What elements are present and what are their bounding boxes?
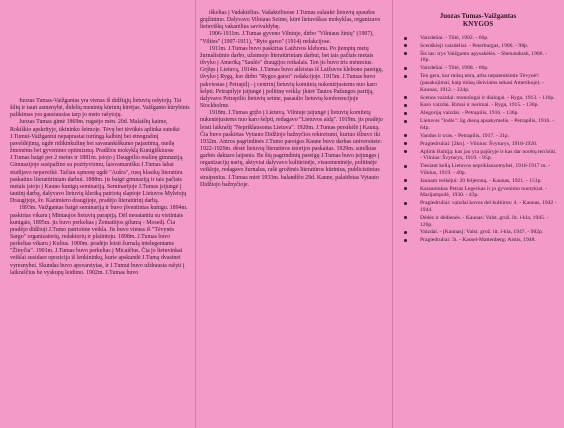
book-list-item	[398, 102, 558, 109]
book-list-item	[398, 133, 558, 140]
book-entry-text: Ten gera, kur mūsų nėra, arba nepatenkintie Tėvynė!: (pasakojimai, kaip mūsų išeiviams sekasi Amerikoje). - Kaunas, 1912. - 224p.	[420, 73, 544, 93]
bullet-icon	[404, 202, 407, 205]
bio-paragraph: 1918m. J.Tumas grįžo į Lietuvą. Vilniuje įsijungė į lietuvių komitetą nukentėjusiems nuo karo šelpti, redagavo "Lietuvos aidą". 1919m. jis pradėjo leisti laikraštį "Nepriklausoma Lietuva". 1920m. J.Tumas persikėlė į Kauną. Čia buvo paskirtas Vytauto Didžiojo bažnyčios rektoriumi, kuriuo išbuvo iki 1932m. Antros pagrindinės J.Tumo pareigos Kaune buvo darbas universitete: 1922-1929m. dėstė lietuvių literatūros istorijos paskaitas. 1929m. sutelktas garbės daktaro laipsnis. Be šių pagrindinių pareigų J.Tumas buvo įsijungęs į organizacijų narių, aktyviai dalyvavo kultūrinėje, visuomeninėje, politinėje veikloje, redagavo žurnalus, rašė grožinės literatūros kūrinius, publicistinius straipsnius. J.Tumas mirė 1933m. balandžio 29d. Kaune, palaidotas Vytauto Didžiojo bažnyčioje.	[200, 110, 383, 188]
bio-paragraph: iškeltas į Vadaktėlius. Vadaktėliuose J.Tumas sulaukė lietuvių spaudos grąžinimo. Dalyvavo Vilniaus Seime, kūrė lietuviškas mokyklas, organizavo lietuviškų vakarėlius savivaldybę.	[200, 10, 381, 31]
bullet-icon	[404, 96, 407, 99]
bullet-icon	[404, 179, 407, 182]
book-list-item	[398, 51, 558, 64]
book-entry-text: Pragiedruliai: 3t. - Kassel-Mattenberg: Aistis, 1948.	[420, 237, 536, 244]
bio-paragraph: 1893m. Vaižgantas baigė seminariją ir buvo įšventintas kunigu. 1894m. paskirtas vikaru į Mintaujos lietuvių parapiją. Dėl neoatantiu su vietiniais kunigais, 1895m. jis buvo perkeltas į Žemaitijos gilumą - Mosedį. Čia pradėjo didžioji J.Tumo patriotine veikla. Jis buvo vienas iš "Tėvynės Sargo" organizatorių, redaktorių ir platintoju. 1898m. J.Tumas buvo perkeltas vikaru į Kulius. 1900m. pradėjo leisti žurnalą intelegentams "Žinyčia". 1901m. J.Tumas buvo perkeltas į Micaičius. Čia jo lietuvinkai veiklai susidare opozicija iš lenkininkų, kurie apskundė J.Tumą dvasinei vyresnybei. Skundas buvo apsvarstytas, ir J.Tumui buvo uždrausta rašyti į laikraščius be vyskupų leidimo. 1902m. J.Tumas buvo	[10, 205, 188, 276]
book-list-item	[398, 73, 558, 93]
bibliography-column	[398, 0, 558, 428]
heading-author: Juozas Tumas-Vaižgantas	[439, 12, 517, 20]
bio-paragraph: Juozas Tumas gimė 1869m. rugsėjo mėn. 20d. Malaišių kaime, Rokiškio apskrityje, ūkininko šeimoje. Tėvų bei tėvūkės aplinka suteikė J.Tumui-Vaižgantui nepaprastai turtingą kalbinį bei etnografinį paveldėjimą, ugdė ridikinkulinę bei savarankiškumo pajautimą, meilę žmonėms bei gyvenimo optimizmą. Pradžios mokyklą Kunigiškiuose J.Tumas baigė per 2 metus ir 1881m. įstojo į Daugpilio realinę gimnaziją. Gimnazijoje susipažino su pozityvizmu, laisvamanišku J.Tumas labai studijavo nepaveikė. Tačiau sąmonę ugdė "Aušra", rusų klasikų literatūra paskatino literatūriniam darbui. 1888m. jis baigė gimnaziją ir tais pačiais metais įstojo į Kauno kunigų seminariją. Seminarijoje J.Tumas įsijungė į tautinį darbą, dalyvavo lietuvių kleriką patriotų slaptoje Lietuvos Myletojų Draugijoje, šv. Kazimiero draugijoje, pradėjo literatūrinį darbą.	[10, 119, 187, 205]
book-entry-text: Scenškieji vaizdeliai. - Peterburgas, 1906. - 98p.	[420, 42, 529, 49]
bullet-icon	[404, 134, 407, 137]
bullet-icon	[404, 150, 407, 153]
book-list-item	[398, 186, 558, 199]
fold-line-left	[195, 0, 196, 428]
book-list-item	[398, 95, 558, 102]
bullet-icon	[404, 239, 407, 242]
fold-line-right	[392, 0, 393, 428]
book-list-item	[398, 237, 558, 244]
bio-paragraph: 1906-1911m. J.Tumas gyveno Vilniuje, dirbo "Vilniaus žinių" (1907), "Vilties" (1907-1911), "Ryto garso" (1914) redakcijose.	[200, 31, 374, 45]
bullet-icon	[404, 67, 407, 70]
book-entry-text: Alegorijų vaizdai. - Petrapilis, 1916. - 136p.	[420, 110, 519, 117]
bullet-icon	[404, 75, 407, 78]
bibliography-heading	[398, 12, 558, 28]
biography-column-1	[10, 0, 190, 428]
book-list-item	[398, 163, 558, 176]
book-list-item	[398, 118, 558, 131]
book-entry-text: Scenos vaizdai: monologai ir dialogai. - Ryga, 1913. - 116p.	[420, 94, 555, 101]
bullet-icon	[404, 44, 407, 47]
book-entry-text: Aplink Baltiją: kas jau yra pajūryje ir kas dar norėtų ten būti. - Vilnius: Švyturys, 1919. - 95p.	[420, 148, 557, 162]
book-entry-text: Karo vaizdai. Rimai ir nerimai. - Ryga, 1915. - 136p.	[420, 102, 539, 109]
book-entry-text: Katauninkas Petras Legeckas ir jo gyvenimo nuotykiai. - Marijampolė, 1930. - 43p.	[420, 185, 548, 199]
book-list-item	[398, 43, 558, 50]
book-entry-text: Lietuvos "Iodis": lig dieną apsakymelis. - Petrapilis, 1916. - 64p.	[420, 118, 554, 131]
book-entry-text: Vaizdeliai. - Tiltė, 1902. - 60p.	[420, 35, 489, 41]
heading-books: KNYGOS	[462, 20, 494, 28]
book-entry-text: Dėdės ir dėdienės. - Kaunas: Valst. grož. lit. l-kla, 1945. - 126p.	[420, 214, 549, 228]
bullet-icon	[404, 52, 407, 55]
bullet-icon	[404, 187, 407, 190]
book-list-item	[398, 178, 558, 185]
bullet-icon	[404, 112, 407, 115]
bullet-icon	[404, 231, 407, 234]
bullet-icon	[404, 165, 407, 168]
book-list-item	[398, 200, 558, 213]
bio-paragraph: Juozas Tumas-Vaižgantas yra vienas iš didžiųjų lietuvių rašytojų. Tai šiltų ir tauri asmenybė, didelių meninių kūrinių kūrėjas. Vaižganto kūrybinis palikimas yra gausiausias tarp jo meto rašytojų.	[10, 98, 190, 119]
book-entry-text: Jaunam veikėjui: 20 feljetonų. - Kaunas, 1921. - 151p.	[420, 177, 542, 184]
bio-paragraph: 1911m. J.Tumas buvo paskirtas Laižuvos klebonu. Po įtemptų metų žurnalistinio darbo, užsimojo literatūriniam darbui, bet tais pačiais metais išvyko į Ameriką "Saulės" draugijos reikalais. Ten jis buvo tris mėnesius. Grįžęs į Lietuvą, 1914m. J.Tumas buvo atleistas iš Laižuvos klebono pareigų, išvyko į Rygą, kur dirbo "Rygos garso" redakcijoje. 1915m. J.Tumas buvo pakviestas į Petrapilį - į centrinį lietuvių komitetą nukentėjusiems nuo karo šelpti. Petrapilyje įsijungė į politinę veiklą: įkūrė Tautos Pažangos partiją, dalyvavo Petrapilio lietuvių seime, pasaulio lietuvių konferencijoje Stockholme.	[200, 45, 384, 110]
book-list-item	[398, 149, 558, 162]
book-list-item	[398, 215, 558, 228]
book-entry-text: Tiesiant kelią Lietuvos nepriklausomybei, 1916-1917 m. - Vilnius, 1919. - 40p.	[420, 163, 550, 176]
book-list-item	[398, 65, 558, 72]
bullet-icon	[404, 37, 407, 40]
bullet-icon	[404, 142, 407, 145]
book-list-item	[398, 141, 558, 148]
biography-column-2	[200, 0, 385, 428]
book-list-item	[398, 110, 558, 117]
book-entry-text: Pragiedruliai: [2kn]. - Vilnius: Švyturys, 1918-1920.	[420, 140, 538, 147]
book-list	[398, 35, 558, 244]
book-entry-text: Pragiedruliai: vaizdai kovos del kultūros: 4. - Kaunas, 1942 - 1944.	[420, 200, 557, 213]
book-entry-text: Šis tas: trys Vaižganto apysakėlės. - Shenandoah, 1906. - 18p.	[420, 50, 548, 64]
book-entry-text: Vaizdeliai. - Tiltė, 1908. - 60p.	[420, 65, 489, 72]
book-list-item	[398, 35, 558, 42]
book-entry-text: Vandus ir oras. - Petrapilis, 1917. - 31p.	[420, 132, 510, 139]
bullet-icon	[404, 104, 407, 107]
book-list-item	[398, 229, 558, 236]
bullet-icon	[404, 120, 407, 123]
bullet-icon	[404, 216, 407, 219]
book-entry-text: Vaizdai. - [Kaunas]: Valst. grož. lit. l-kla, 1947. - 982p.	[420, 229, 544, 236]
